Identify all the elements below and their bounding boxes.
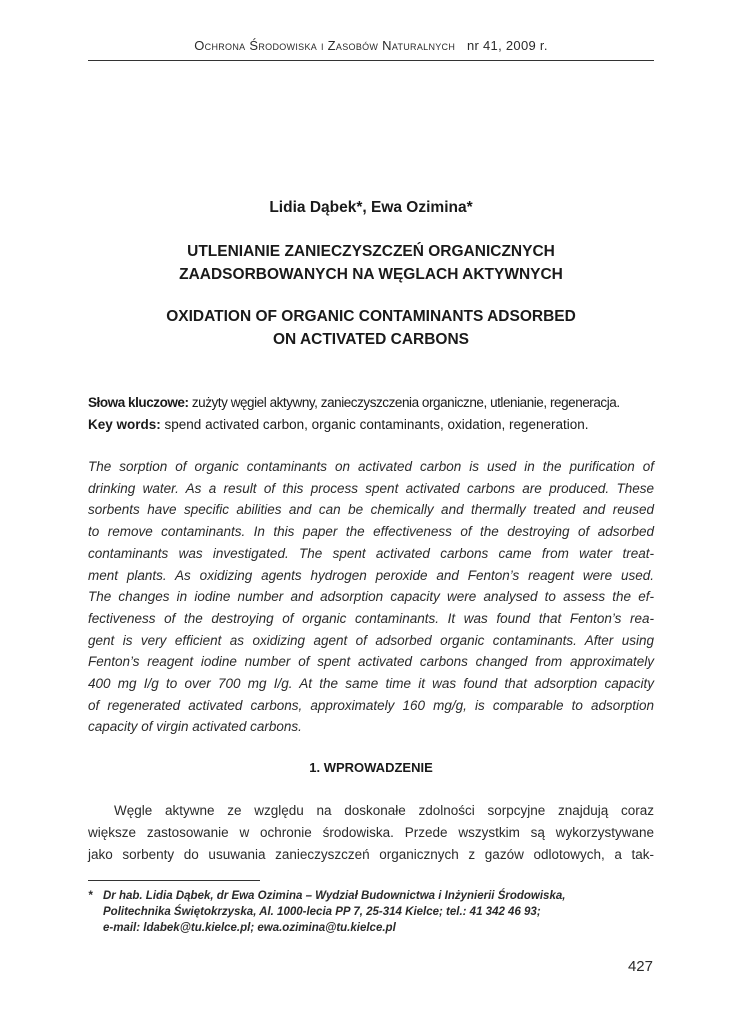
body-paragraph (88, 800, 654, 866)
footnote-line: Politechnika Świętokrzyska, Al. 1000-lecia PP 7, 25-314 Kielce; tel.: 41 342 46 93; (103, 906, 541, 918)
footnote-rule (88, 880, 260, 881)
keywords-english (88, 414, 654, 436)
journal-name: Ochrona Środowiska i Zasobów Naturalnych (194, 38, 456, 53)
abstract-line: capacity of virgin activated carbons. (88, 719, 302, 735)
footnote-line: Dr hab. Lidia Dąbek, dr Ewa Ozimina – Wydział Budownictwa i Inżynierii Środowiska, (103, 890, 566, 902)
abstract (88, 456, 654, 738)
abstract-line: The sorption of organic contaminants on activated carbon is used in the purification of (88, 459, 654, 474)
keywords-polish (88, 392, 654, 414)
page-number: 427 (627, 958, 653, 975)
title-polish (88, 240, 654, 286)
footnote (88, 888, 654, 936)
running-header (88, 38, 654, 53)
abstract-line: fectiveness of the destroying of organic contaminants. It was found that Fenton’s rea- (88, 610, 654, 626)
header-rule (88, 60, 654, 61)
body-line: Węgle aktywne ze względu na doskonałe zdolności sorpcyjne znajdują coraz (114, 803, 654, 818)
abstract-line: drinking water. As a result of this process spent activated carbons are produced. These (88, 480, 654, 496)
title-english (88, 305, 654, 351)
footnote-mark: * (88, 890, 93, 902)
title-polish-line-2: ZAADSORBOWANYCH NA WĘGLACH AKTYWNYCH (179, 266, 563, 283)
abstract-line: of regenerated activated carbons, approximately 160 mg/g, is comparable to adsorption (88, 697, 654, 713)
journal-issue: nr 41, 2009 r. (466, 38, 548, 53)
authors: Lidia Dąbek*, Ewa Ozimina* (269, 199, 473, 216)
abstract-line: to remove contaminants. In this paper the effectiveness of the destroying of adsorbed (88, 524, 654, 540)
title-polish-line-1: UTLENIANIE ZANIECZYSZCZEŃ ORGANICZNYCH (187, 243, 555, 260)
abstract-line: gent is very efficient as oxidizing agent of adsorbed organic contaminants. After using (88, 632, 654, 648)
abstract-line: contaminants was investigated. The spent activated carbons came from water treat- (88, 545, 654, 561)
abstract-line: sorbents have specific abilities and can be chemically and thermally treated and reused (88, 502, 654, 518)
keywords-english-label: Key words: (88, 417, 161, 432)
keywords-english-text: spend activated carbon, organic contaminants, oxidation, regeneration. (160, 417, 589, 432)
keywords-polish-text: zużyty węgiel aktywny, zanieczyszczenia organiczne, utlenianie, regeneracja. (188, 395, 620, 410)
abstract-line: 400 mg I/g to over 700 mg I/g. At the same time it was found that adsorption capacity (88, 676, 654, 692)
body-line: jako sorbenty do usuwania zanieczyszczeń organicznych z gazów odlotowych, a tak- (88, 847, 654, 862)
abstract-line: ment plants. As oxidizing agents hydrogen peroxide and Fenton’s reagent were used. (88, 567, 654, 583)
title-english-line-2: ON ACTIVATED CARBONS (272, 331, 470, 348)
body-line: większe zastosowanie w ochronie środowiska. Przede wszystkim są wykorzystywane (88, 825, 654, 840)
footnote-line: e-mail: ldabek@tu.kielce.pl; ewa.ozimina@tu.kielce.pl (103, 922, 396, 934)
title-english-line-1: OXIDATION OF ORGANIC CONTAMINANTS ADSORBED (166, 308, 576, 325)
abstract-line: The changes in iodine number and adsorption capacity were analysed to assess the ef- (88, 589, 654, 605)
keywords-polish-label: Słowa kluczowe: (88, 395, 189, 410)
section-heading: 1. WPROWADZENIE (309, 760, 433, 775)
abstract-line: Fenton’s reagent iodine number of spent activated carbons changed from approximately (88, 654, 654, 670)
